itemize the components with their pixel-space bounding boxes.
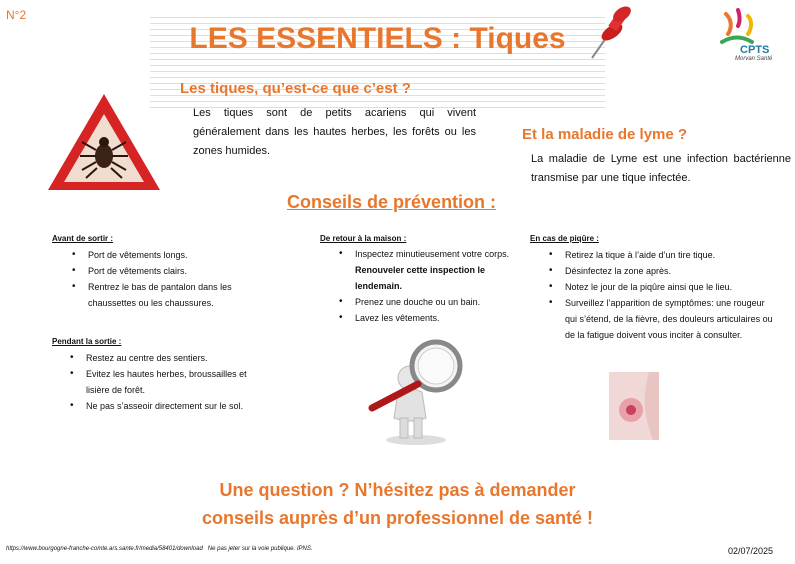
list-item: • Evitez les hautes herbes, broussailles et lisière de forêt.	[86, 366, 266, 398]
list-item: • Ne pas s’asseoir directement sur le sol.	[86, 398, 266, 414]
retour-heading: De retour à la maison :	[320, 234, 407, 243]
list-item-emphasis: Renouveler cette inspection le lendemain.	[355, 265, 486, 291]
list-item: • Port de vêtements longs.	[88, 247, 268, 263]
list-item: • Rentrez le bas de pantalon dans les chaussettes ou les chaussures.	[88, 279, 268, 311]
list-item: • Lavez les vêtements.	[355, 310, 513, 326]
list-item: • Retirez la tique à l’aide d’un tire tique.	[565, 247, 775, 263]
list-item	[355, 246, 513, 294]
call-to-action	[0, 476, 795, 532]
prevention-heading: Conseils de prévention :	[287, 192, 497, 212]
footer-date: 02/07/2025	[728, 546, 774, 556]
list-item: • Restez au centre des sentiers.	[86, 350, 266, 366]
list-item: • Prenez une douche ou un bain.	[355, 294, 513, 310]
list-item: • Notez le jour de la piqûre ainsi que le lieu.	[565, 279, 775, 295]
footer-note: Ne pas jeter sur la voie publique. IPNS.	[207, 546, 313, 552]
call-to-action-line: Une question ? N’hésitez pas à demander	[219, 480, 576, 500]
logo-subtitle: Morvan Santé	[735, 56, 773, 62]
section-text-lyme: La maladie de Lyme est une infection bactérienne transmise par une tique infectée.	[531, 153, 791, 184]
list-item: • Désinfectez la zone après.	[565, 263, 775, 279]
list-item-text: Inspectez minutieusement votre corps.	[355, 249, 510, 259]
piqure-heading: En cas de piqûre :	[530, 234, 599, 243]
footer-url: https://www.bourgogne-franche-comte.ars.sante.fr/media/58401/download	[6, 546, 203, 552]
retour-list	[355, 246, 513, 326]
section-heading-lyme: Et la maladie de lyme ?	[522, 126, 688, 143]
warning-tick-icon	[44, 90, 164, 194]
call-to-action-line: conseils auprès d’un professionnel de santé !	[201, 508, 594, 528]
page-title: LES ESSENTIELS : Tiques	[189, 22, 566, 55]
section-heading-what: Les tiques, qu’est-ce que c’est ?	[180, 80, 411, 97]
list-item: • Surveillez l’apparition de symptômes: une rougeur qui s’étend, de la fièvre, des douleurs articulaires ou de la fatigue doivent vous inciter à consulter.	[565, 295, 775, 343]
pendant-heading: Pendant la sortie :	[52, 337, 122, 346]
avant-list	[88, 247, 268, 311]
piqure-list	[565, 247, 775, 343]
title-banner	[150, 12, 605, 112]
list-item: • Port de vêtements clairs.	[88, 263, 268, 279]
pushpin-icon	[584, 2, 634, 62]
section-text-what: Les tiques sont de petits acariens qui vivent généralement dans les hautes herbes, les forêts ou les zones humides.	[193, 107, 476, 157]
tick-bite-icon	[609, 372, 659, 440]
pendant-list	[86, 350, 266, 414]
avant-heading: Avant de sortir :	[52, 234, 114, 243]
footer-source	[6, 546, 313, 552]
issue-number: N°2	[6, 8, 27, 22]
magnifier-icon	[364, 334, 474, 446]
logo-name: CPTS	[740, 44, 770, 56]
